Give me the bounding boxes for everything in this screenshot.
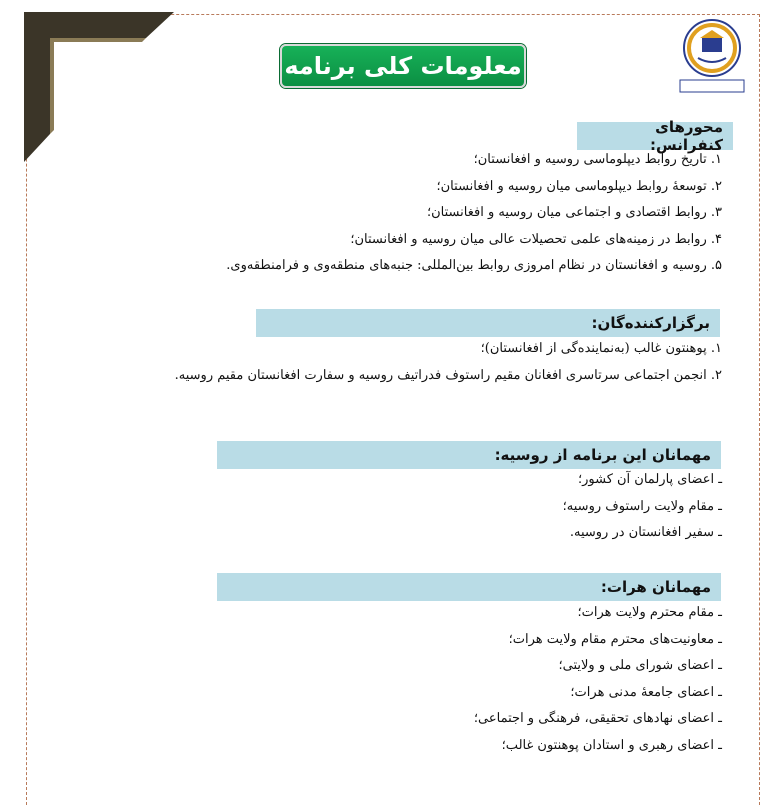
list-item: ۱. تاریخ روابط دیپلوماسی روسیه و افغانستان؛ — [473, 152, 722, 167]
ghalib-university-logo — [678, 18, 746, 94]
list-item: ۲. توسعهٔ روابط دیپلوماسی میان روسیه و افغانستان؛ — [436, 178, 722, 194]
list-item: ـ اعضای رهبری و استادان پوهنتون غالب؛ — [501, 737, 722, 753]
list-item: ـ اعضای جامعهٔ مدنی هرات؛ — [570, 684, 722, 700]
list-item: ـ اعضای نهادهای تحقیقی، فرهنگی و اجتماعی؛ — [473, 711, 722, 726]
list-item: ۳. روابط اقتصادی و اجتماعی میان روسیه و افغانستان؛ — [426, 205, 722, 220]
list-item: ـ سفیر افغانستان در روسیه. — [569, 525, 722, 540]
section-heading-conference-topics: محورهای کنفرانس: — [577, 122, 733, 150]
page-title: معلومات کلی برنامه — [280, 44, 526, 88]
list-item: ۲. انجمن اجتماعی سرتاسری افغانان مقیم راستوف فدراتیف روسیه و سفارت افغانستان مقیم روسیه. — [174, 367, 722, 383]
list-item: ـ مقام محترم ولایت هرات؛ — [577, 605, 722, 620]
list-item: ـ معاونیت‌های محترم مقام ولایت هرات؛ — [508, 631, 722, 647]
corner-ornament — [24, 12, 174, 162]
list-item: ـ مقام ولایت راستوف روسیه؛ — [562, 498, 722, 514]
herat-guests-list — [474, 600, 722, 759]
organizers-list — [175, 336, 722, 389]
list-item: ۵. روسیه و افغانستان در نظام امروزی روابط بین‌المللی: جنبه‌های منطقه‌وی و فرامنطقه‌وی. — [226, 258, 722, 273]
section-heading-russia-guests: مهمانان این برنامه از روسیه: — [217, 441, 721, 469]
list-item: ۱. پوهنتون غالب (به‌نماینده‌گی از افغانستان)؛ — [480, 341, 722, 356]
russia-guests-list — [563, 467, 722, 547]
section-heading-organizers: برگزارکننده‌گان: — [256, 309, 720, 337]
conference-topics-list — [226, 147, 722, 280]
list-item: ـ اعضای پارلمان آن کشور؛ — [577, 472, 722, 487]
section-heading-herat-guests: مهمانان هرات: — [217, 573, 721, 601]
list-item: ۴. روابط در زمینه‌های علمی تحصیلات عالی میان روسیه و افغانستان؛ — [350, 231, 722, 247]
list-item: ـ اعضای شورای ملی و ولایتی؛ — [558, 658, 722, 673]
